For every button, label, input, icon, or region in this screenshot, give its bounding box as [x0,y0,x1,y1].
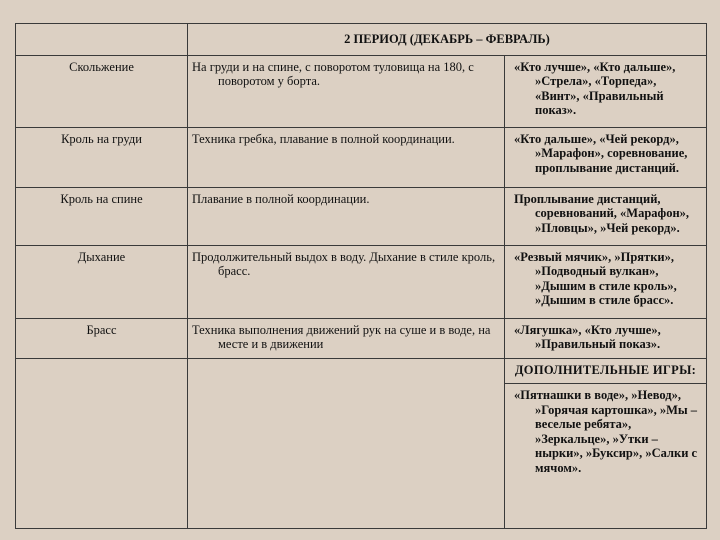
table-row [16,318,707,358]
header-row [16,24,707,56]
extra-header-row [16,358,707,384]
exercise-name: Брасс [16,318,188,358]
games-text: «Лягушка», «Кто лучше», »Правильный показ». [505,318,707,358]
technique-text: Техника выполнения движений рук на суше и в воде, на месте и в движении [188,318,505,358]
table-row [16,55,707,127]
exercise-name: Дыхание [16,245,188,318]
empty-cell [16,384,188,529]
table-row [16,187,707,245]
empty-cell [188,384,505,529]
exercise-name: Кроль на спине [16,187,188,245]
table-row [16,245,707,318]
games-text: «Кто дальше», «Чей рекорд», »Марафон», соревнование, проплывание дистанций. [505,127,707,187]
header-empty-cell [16,24,188,56]
extra-games-text: «Пятнашки в воде», »Невод», »Горячая картошка», »Мы – веселые ребята», »Зеркальце», »Утки – нырки», »Буксир», »Салки с мячом». [505,384,707,529]
exercise-name: Скольжение [16,55,188,127]
technique-text: Плавание в полной координации. [188,187,505,245]
games-text: «Кто лучше», «Кто дальше», »Стрела», «Торпеда», «Винт», «Правильный показ». [505,55,707,127]
games-text: «Резвый мячик», »Прятки», »Подводный вулкан», »Дышим в стиле кроль», »Дышим в стиле брасс». [505,245,707,318]
exercise-name: Кроль на груди [16,127,188,187]
empty-cell [188,358,505,384]
technique-text: Техника гребка, плавание в полной координации. [188,127,505,187]
technique-text: Продолжительный выдох в воду. Дыхание в стиле кроль, брасс. [188,245,505,318]
technique-text: На груди и на спине, с поворотом туловища на 180, с поворотом у борта. [188,55,505,127]
swimming-program-table [15,23,707,529]
empty-cell [16,358,188,384]
table-row [16,127,707,187]
extra-games-header: ДОПОЛНИТЕЛЬНЫЕ ИГРЫ: [505,358,707,384]
extra-games-row [16,384,707,529]
period-header: 2 ПЕРИОД (ДЕКАБРЬ – ФЕВРАЛЬ) [188,24,707,56]
games-text: Проплывание дистанций, соревнований, «Марафон», »Пловцы», »Чей рекорд». [505,187,707,245]
